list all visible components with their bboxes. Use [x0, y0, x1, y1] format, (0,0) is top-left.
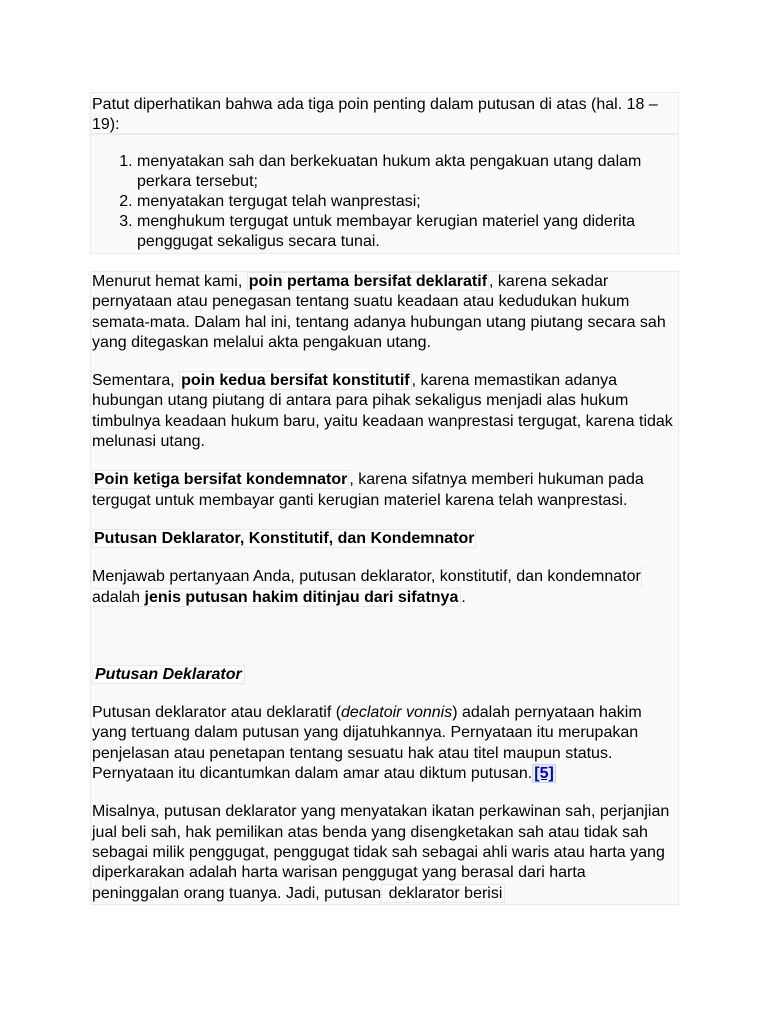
paragraph-third-point	[92, 470, 677, 511]
text: .	[461, 588, 466, 606]
points-list	[91, 152, 678, 253]
main-content	[90, 271, 679, 905]
list-item: 3. menghukum tergugat untuk membayar kerugian materiel yang diderita penggugat sekaligus secara tunai.	[137, 212, 678, 252]
italic-term: declatoir vonnis	[341, 704, 453, 722]
text: , karena sekadar pernyataan atau penegasan tentang suatu keadaan atau kedudukan hukum semata-mata. Dalam hal ini, tentang adanya hubungan utang piutang secara sah yang ditegaskan melalui akta pengakuan utang.	[92, 273, 666, 351]
text: Menjawab pertanyaan Anda, putusan deklarator, konstitutif, dan kondemnator	[92, 568, 641, 586]
section-heading	[92, 529, 677, 549]
paragraph-declarator	[92, 703, 677, 784]
document-page	[90, 92, 679, 905]
list-item: 1. menyatakan sah dan berkekuatan hukum akta pengakuan utang dalam perkara tersebut;	[137, 152, 678, 192]
text: ) adalah pernyataan hakim yang tertuang dalam putusan yang dijatuhkannya. Pernyataan itu merupakan penjelasan atau penetapan tentang sesuatu hak atau titel maupun status. Pernyataan itu dicantumkan dalam amar atau diktum putusan.	[92, 704, 642, 783]
paragraph-second-point	[92, 371, 677, 452]
heading-text: Putusan Deklarator, Konstitutif, dan Kondemnator	[94, 529, 475, 547]
bold-phrase: poin pertama bersifat deklaratif	[248, 273, 488, 290]
bold-phrase: poin kedua bersifat konstitutif	[181, 372, 410, 390]
subsection-heading	[92, 665, 677, 685]
paragraph-first-point	[92, 272, 677, 353]
text: adalah jenis putusan hakim ditinjau dari sifatnya	[92, 567, 644, 606]
heading-text: Putusan Deklarator	[95, 665, 242, 683]
text: Misalnya, putusan deklarator yang menyatakan ikatan perkawinan sah, perjanjian jual beli sah, hak pemilikan atas benda yang disengketakan sah atau tidak sah sebagai milik penggugat, penggugat tidak sah sebagai ahli waris atau harta yang diperkarakan adalah harta warisan penggugat yang berasal dari harta peninggalan orang tuanya. Jadi, putusan	[92, 803, 670, 902]
text: deklarator berisi	[381, 884, 505, 903]
points-list-box	[90, 134, 679, 254]
list-item: 2. menyatakan tergugat telah wanprestasi;	[137, 192, 678, 212]
footnote-link[interactable]: [5]	[534, 765, 554, 783]
paragraph-answer	[92, 567, 677, 608]
text: Sementara,	[92, 372, 180, 390]
text: , karena memastikan adanya hubungan utang piutang di antara para pihak sekaligus menjadi alas hukum timbulnya keadaan hukum baru, yaitu keadaan wanprestasi tergugat, karena tidak melunasi utang.	[92, 372, 673, 451]
intro-paragraph: Patut diperhatikan bahwa ada tiga poin penting dalam putusan di atas (hal. 18 – 19):	[90, 92, 679, 134]
bold-phrase: Poin ketiga bersifat kondemnator	[94, 471, 348, 489]
text: Menurut hemat kami,	[92, 273, 247, 290]
paragraph-example	[92, 802, 677, 903]
text: Putusan deklarator atau deklaratif (	[92, 704, 342, 722]
text: , karena sifatnya memberi hukuman pada tergugat untuk membayar ganti kerugian materiel karena telah wanprestasi.	[92, 471, 644, 509]
bold-phrase: jenis putusan hakim ditinjau dari sifatnya	[144, 588, 459, 606]
